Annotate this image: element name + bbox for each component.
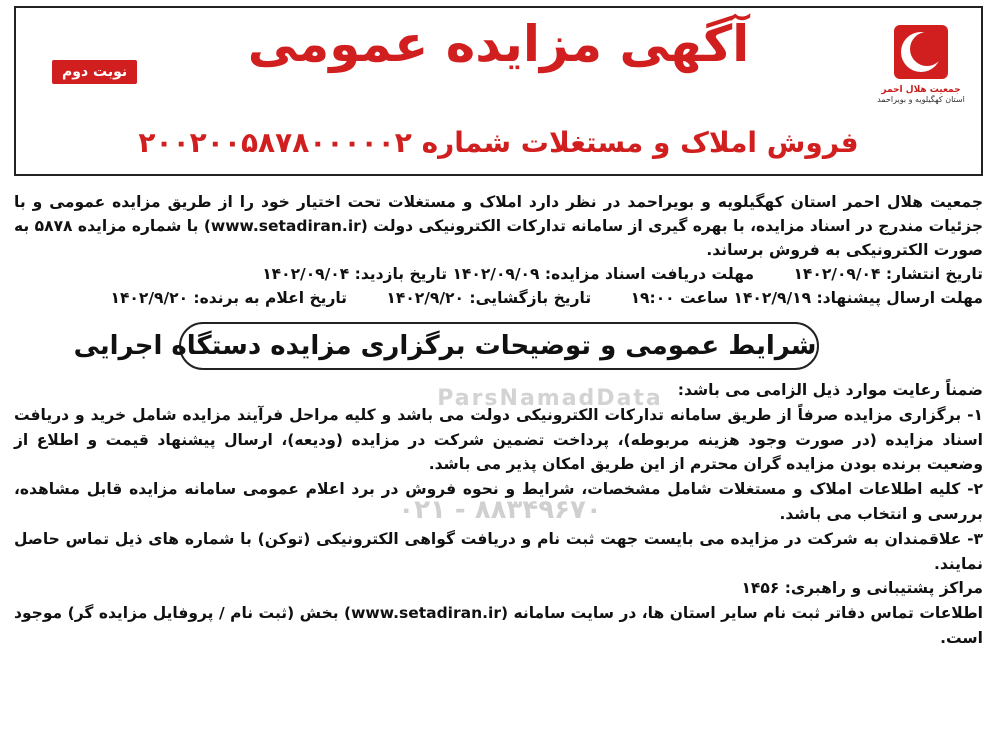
bid-deadline: مهلت ارسال پیشنهاد: ۱۴۰۲/۹/۱۹ ساعت ۱۹:۰۰ [630,289,983,308]
watermark-phone: ۰۲۱ - ۸۸۳۴۹۶۷۰ [398,495,602,525]
logo-subtitle: استان کهگیلویه و بویراحمد [877,95,965,104]
setadiran-link[interactable]: www.setadiran.ir [210,217,361,236]
intro-text-1: جمعیت هلال احمر استان کهگیلویه و بویراحمد در نظر دارد املاک و مستغلات تحت اختیار خود را از طریق مزایده عمومی و با جزئیات مندرج در اسناد مزایده، با بهره گیری از سامانه تدارکات الکترونیکی دولت ( [14,193,984,236]
dates-block [14,262,983,310]
setadiran-link-2[interactable]: www.setadiran.ir [351,604,501,623]
notice-header [14,6,983,176]
contact-text-1: اطلاعات تماس دفاتر ثبت نام سایر استان ها، در سایت سامانه ( [500,604,983,623]
terms-intro: ضمناً رعایت موارد ذیل الزامی می باشد: [677,381,983,400]
notice-title: آگهی مزایده عمومی [247,15,750,73]
conditions-heading: شرایط عمومی و توضیحات برگزاری مزایده دستگاه اجرایی [179,322,819,370]
second-round-badge: نوبت دوم [52,60,137,84]
intro-text-2: ) با شماره مزایده ۵۸۷۸ به صورت الکترونیکی به فروش برساند. [14,217,983,260]
document-deadline: مهلت دریافت اسناد مزایده: ۱۴۰۲/۰۹/۰۹ تاریخ بازدید: ۱۴۰۲/۰۹/۰۴ [262,265,755,284]
red-crescent-logo [871,22,971,104]
contact-text-2: ) بخش (ثبت نام / پروفایل مزایده گر) موجود است. [14,604,983,648]
publish-date: تاریخ انتشار: ۱۴۰۲/۰۹/۰۴ [793,265,983,284]
watermark-brand: ParsNamadData [437,386,663,411]
dates-line-2 [14,286,983,310]
contact-info [14,601,983,651]
crescent-icon [891,22,951,82]
term-item-1: ۱- برگزاری مزایده صرفاً از طریق سامانه تدارکات الکترونیکی دولت می باشد و کلیه مراحل فرآیند مزایده شامل خرید و دریافت اسناد مزایده (در صورت وجود هزینه مربوطه)، پرداخت تضمین شرکت در مزایده (ودیعه)، ارسال پیشنهاد قیمت و اطلاع از وضعیت برنده بودن مزایده گران محترم از این طریق امکان پذیر می باشد. [14,405,983,474]
dates-line-1 [14,262,983,286]
term-item-2: ۲- کلیه اطلاعات املاک و مستغلات شامل مشخصات، شرایط و نحوه فروش در برد اعلام عمومی سامانه مزایده قابل مشاهده، بررسی و انتخاب می باشد. [14,480,983,524]
intro-paragraph [14,190,983,262]
opening-date: تاریخ بازگشایی: ۱۴۰۲/۹/۲۰ [386,289,592,308]
winner-announce-date: تاریخ اعلام به برنده: ۱۴۰۲/۹/۲۰ [110,289,348,308]
support-centers: مراکز پشتیبانی و راهبری: ۱۴۵۶ [741,579,983,598]
logo-name: جمعیت هلال احمر [881,85,961,95]
notice-subtitle: فروش املاک و مستغلات شماره ۲۰۰۲۰۰۵۸۷۸۰۰۰۰۰۲ [138,126,859,159]
term-item-3: ۳- علاقمندان به شرکت در مزایده می بایست جهت ثبت نام و دریافت گواهی الکترونیکی (توکن) با شماره های ذیل تماس حاصل نمایند. [14,529,983,573]
